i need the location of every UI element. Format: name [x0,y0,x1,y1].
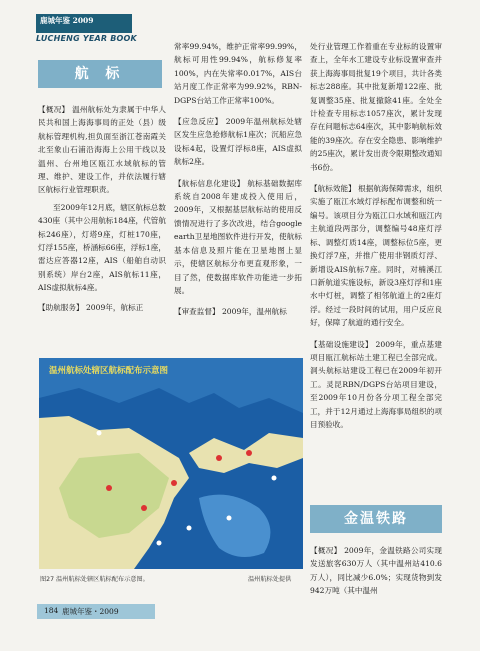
figure-credit: 温州航标处提供 [248,576,292,583]
paragraph: 【审查监督】 2009年，温州航标 [174,307,287,317]
paragraph: 至2009年12月底，辖区航标总数430座（其中公用航标184座，代管航标246座），灯塔9座，灯桩170座，灯浮155座，桥涵标66座，浮标1座，雷达应答器12座，AIS（船舶自动识别系统）岸台2座，AIS航标11座，AIS虚拟航标4座。 [38,202,166,293]
map-illustration [39,358,303,569]
column-1 [38,103,166,318]
paragraph: 【助航服务】 2009年，航标正 [38,302,144,312]
column-3-bottom [310,544,442,602]
paragraph: 【基础设施建设】 2009年，重点基建项目瓯江航标站土建工程已全部完成。洞头航标站建设工程已在2009年初开工。灵昆RBN/DGPS台站项目建设，至2009年10月份各分项工程全部完工，并于12月通过上海海事局组织的项目预验收。 [310,339,442,429]
footer-label: 鹿城年鉴・2009 [62,607,119,616]
paragraph: 【航标效能】 根据航海保障需求，组织实施了瓯江水域灯浮标配布调整和统一编号。该项目分为瓯江口水域和瓯江内主航道段两部分，调整编号48座灯浮标、调整灯质14座，调整标位5座，更换灯浮7座，并推广使用非钢质灯浮、新增设AIS航标7座。同时，对楠溪江口新航道实施设标，新设3座灯浮和1座水中灯桩，调整了相邻航道上的2座灯浮。经过一段时间的试用，用户反应良好，保障了航道的通行安全。 [310,184,442,328]
paragraph: 【概况】 2009年，金温铁路公司实现发送旅客630万人（其中温州站410.6万人），同比减少6.0%；实现货物到发942万吨（其中温州 [310,546,442,596]
paragraph: 常率99.94%，维护正常率99.99%，航标可用性99.94%，航标修复率100%，内在失常率0.017%，AIS台站月度工作正常率为99.92%，RBN-DGPS台站工作正常率100%。 [174,42,302,105]
header-title-en: LUCHENG YEAR BOOK [36,34,137,43]
figure-caption: 图27 温州航标处辖区航标配布示意图。 [40,576,149,583]
column-2 [174,40,302,323]
section-title-text: 金温铁路 [344,511,408,527]
paragraph: 处行业管理工作着重在专业标的设置审查上，全年水工建设专业标设置审查并获上海海事局批复19个项目，共计各类标志288座。其中批复新增122座、批复调整35座、批复撤除41座。全处全计检查专用标志1057座次，累计发现存在问题标志64座次，其中影响航标效能的39座次。存在安全隐患、影响维护的25座次，累计发出责令限期整改通知书6份。 [310,42,442,172]
section-title-text: 航 标 [74,66,126,82]
paragraph: 【概况】 温州航标处为隶属于中华人民共和国上海海事局的正处（县）级航标管理机构,担负面至浙江苍南霞关北至象山石浦沿海海上公用干线以及温州、台州地区瓯江水域航标的管理、维护、建设工作，并依法履行辖区航标行业管理职责。 [38,105,166,195]
paragraph: 【应急反应】 2009年温州航标处辖区发生应急抢修航标1座次；沉船应急设标4起，设置灯浮标8座，AIS虚拟航标2座。 [174,117,302,167]
section-title-jinwen [310,505,442,533]
map-title: 温州航标处辖区航标配布示意图 [49,366,169,376]
section-title-hangbiao [38,60,162,88]
header-title-cn: 鹿城年鉴 2009 [40,16,94,25]
column-3 [310,40,442,435]
paragraph: 【航标信息化建设】 航标基础数据库系统自2008年建成投入使用后，2009年，又根据基层航标站的使用反馈情况进行了多次改进，结合google earth卫星地图软件进行开发，使航标基本信息及照片能在卫星地图上显示，使辖区航标分布更直观形象，一目了然，使数据库软件功能进一步拓展。 [174,178,302,295]
page-number: 184 [44,606,59,615]
map-figure [39,358,303,569]
